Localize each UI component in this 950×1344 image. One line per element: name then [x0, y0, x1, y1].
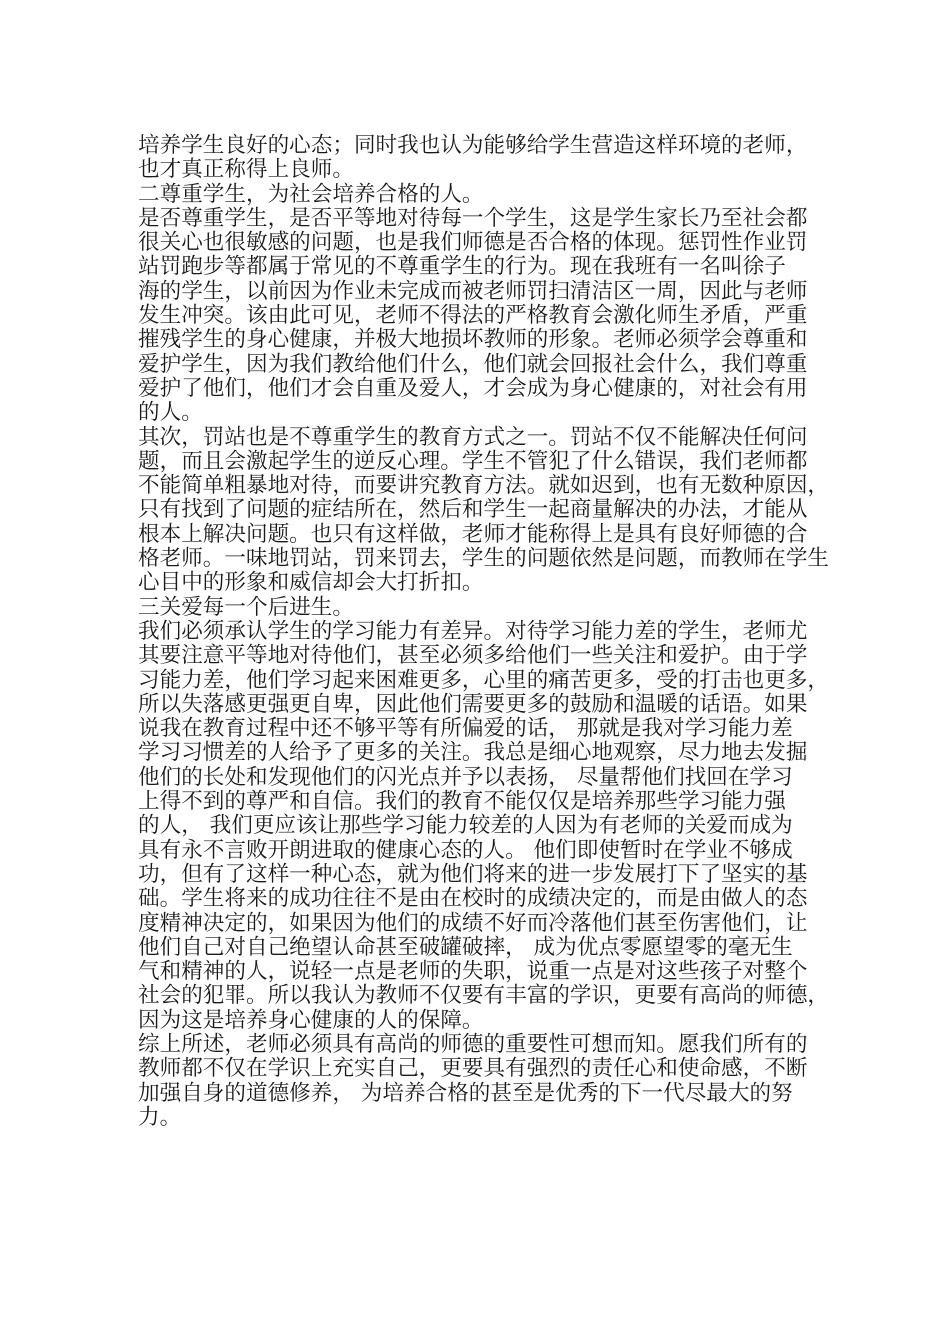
text-line: 他们自己对自己绝望认命甚至破罐破摔， 成为优点零愿望零的毫无生	[138, 934, 793, 960]
text-line: 上得不到的尊严和自信。我们的教育不能仅仅是培养那些学习能力强	[138, 789, 786, 815]
text-line: 学习习惯差的人给予了更多的关注。我总是细心地观察，尽力地去发掘	[138, 740, 808, 766]
text-line: 站罚跑步等都属于常见的不尊重学生的行为。现在我班有一名叫徐子	[138, 254, 786, 280]
text-line: 因为这是培养身心健康的人的保障。	[138, 1007, 484, 1033]
text-line: 加强自身的道德修养， 为培养合格的甚至是优秀的下一代尽最大的努	[138, 1080, 793, 1106]
text-line: 爱护了他们，他们才会自重及爱人，才会成为身心健康的，对社会有用	[138, 375, 808, 401]
text-line: 只有找到了问题的症结所在，然后和学生一起商量解决的办法，才能从	[138, 497, 808, 523]
text-line: 发生冲突。该由此可见，老师不得法的严格教育会激化师生矛盾，严重	[138, 303, 808, 329]
text-line: 气和精神的人，说轻一点是老师的失职，说重一点是对这些孩子对整个	[138, 959, 808, 985]
text-line: 海的学生，以前因为作业未完成而被老师罚扫清洁区一周，因此与老师	[138, 278, 808, 304]
text-line: 的人， 我们更应该让那些学习能力较差的人因为有老师的关爱而成为	[138, 813, 793, 839]
text-line: 很关心也很敏感的问题，也是我们师德是否合格的体现。惩罚性作业罚	[138, 230, 808, 256]
text-line: 其要注意平等地对待他们，甚至必须多给他们一些关注和爱护。由于学	[138, 643, 808, 669]
text-line: 也才真正称得上良师。	[138, 157, 354, 183]
text-line: 习能力差，他们学习起来困难更多，心里的痛苦更多，受的打击也更多，	[138, 667, 830, 693]
text-line: 度精神决定的，如果因为他们的成绩不好而冷落他们甚至伤害他们，让	[138, 910, 808, 936]
text-line: 功，但有了这样一种心态，就为他们将来的进一步发展打下了坚实的基	[138, 861, 808, 887]
text-line: 是否尊重学生，是否平等地对待每一个学生，这是学生家长乃至社会都	[138, 205, 808, 231]
text-line: 力。	[138, 1104, 182, 1130]
text-line: 格老师。一味地罚站，罚来罚去，学生的问题依然是问题，而教师在学生	[138, 546, 830, 572]
text-line: 题，而且会激起学生的逆反心理。学生不管犯了什么错误，我们老师都	[138, 448, 808, 474]
text-line: 的人。	[138, 400, 203, 426]
text-line: 培养学生良好的心态；同时我也认为能够给学生营造这样环境的老师，	[138, 133, 808, 158]
text-line: 摧残学生的身心健康，并极大地损坏教师的形象。老师必须学会尊重和	[138, 327, 808, 353]
text-line: 我们必须承认学生的学习能力有差异。对待学习能力差的学生，老师尤	[138, 618, 808, 644]
text-line: 心目中的形象和威信却会大打折扣。	[138, 570, 484, 596]
text-line: 所以失落感更强更自卑，因此他们需要更多的鼓励和温暖的话语。如果	[138, 691, 808, 717]
text-line: 综上所述，老师必须具有高尚的师德的重要性可想而知。愿我们所有的	[138, 1031, 808, 1057]
text-line: 社会的犯罪。所以我认为教师不仅要有丰富的学识，更要有高尚的师德，	[138, 983, 830, 1009]
text-line: 不能简单粗暴地对待，而要讲究教育方法。就如迟到，也有无数种原因，	[138, 473, 830, 499]
text-line: 他们的长处和发现他们的闪光点并予以表扬， 尽量帮他们找回在学习	[138, 764, 793, 790]
text-line: 础。学生将来的成功往往不是由在校时的成绩决定的，而是由做人的态	[138, 886, 808, 912]
text-line: 说我在教育过程中还不够平等有所偏爱的话， 那就是我对学习能力差	[138, 716, 793, 742]
text-line: 其次，罚站也是不尊重学生的教育方式之一。罚站不仅不能解决任何问	[138, 424, 808, 450]
text-line: 根本上解决问题。也只有这样做，老师才能称得上是具有良好师德的合	[138, 521, 808, 547]
text-line: 教师都不仅在学识上充实自己，更要具有强烈的责任心和使命感，不断	[138, 1056, 808, 1082]
section-heading: 二尊重学生，为社会培养合格的人。	[138, 181, 484, 207]
section-heading: 三关爱每一个后进生。	[138, 594, 354, 620]
text-line: 爱护学生，因为我们教给他们什么，他们就会回报社会什么，我们尊重	[138, 351, 808, 377]
document-body	[138, 133, 830, 1130]
text-line: 具有永不言败开朗进取的健康心态的人。 他们即使暂时在学业不够成	[138, 837, 793, 863]
